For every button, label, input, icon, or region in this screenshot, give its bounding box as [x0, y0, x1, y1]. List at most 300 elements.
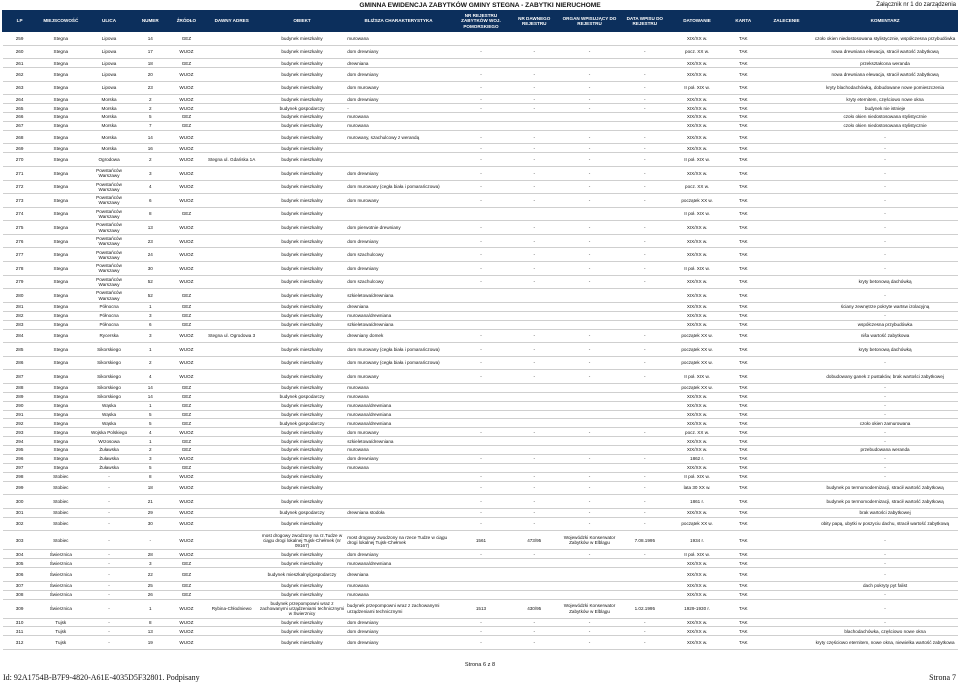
table-cell: - — [511, 517, 557, 531]
table-cell: budynek mieszkalny — [258, 130, 346, 144]
table-cell: kryty częściowo eternitem, nowe okna, niewielka wartość zabytkowa — [813, 636, 958, 650]
table-cell: 18 — [133, 59, 167, 68]
table-cell: - — [451, 221, 511, 235]
table-cell: - — [813, 618, 958, 627]
table-cell: - — [622, 275, 668, 289]
table-cell — [451, 113, 511, 122]
table-cell — [760, 428, 812, 437]
table-cell: - — [451, 68, 511, 82]
table-cell: XIX/XX w. — [668, 104, 726, 113]
table-cell: Stegna — [37, 121, 85, 130]
table-cell: Lipowa — [85, 68, 133, 82]
table-cell: budynek mieszkalny — [258, 121, 346, 130]
table-cell: Powstańców Warszawy — [85, 221, 133, 235]
table-cell: - — [622, 618, 668, 627]
table-cell: 17 — [133, 45, 167, 59]
table-cell: 21 — [133, 495, 167, 509]
table-cell: XIX/XX w. — [668, 437, 726, 446]
table-cell: murowana — [346, 32, 451, 46]
table-cell: - — [813, 410, 958, 419]
table-cell: GEZ — [167, 463, 205, 472]
table-cell: GEZ — [167, 581, 205, 590]
table-row — [3, 153, 958, 167]
table-cell: budynek mieszkalny — [258, 59, 346, 68]
table-row — [3, 221, 958, 235]
table-cell — [206, 455, 258, 464]
table-cell — [206, 463, 258, 472]
table-cell — [760, 356, 812, 370]
table-cell: - — [85, 599, 133, 618]
table-cell: WUOZ — [167, 455, 205, 464]
table-cell: początek XX w. — [668, 517, 726, 531]
table-cell: początek XX w. — [668, 329, 726, 343]
table-row — [3, 311, 958, 320]
table-cell — [760, 455, 812, 464]
table-cell: GEZ — [167, 121, 205, 130]
table-cell — [451, 121, 511, 130]
table-cell — [622, 289, 668, 303]
column-header: KOMENTARZ — [813, 11, 958, 32]
table-cell: - — [451, 627, 511, 636]
table-cell: - — [85, 495, 133, 509]
table-cell: Powstańców Warszawy — [85, 275, 133, 289]
table-cell: 285 — [3, 343, 37, 357]
table-cell: Tujsk — [37, 627, 85, 636]
table-cell: - — [622, 517, 668, 531]
column-header: ŹRÓDŁO — [167, 11, 205, 32]
table-cell: - — [813, 248, 958, 262]
table-cell — [622, 437, 668, 446]
table-cell — [511, 568, 557, 582]
table-row — [3, 248, 958, 262]
table-cell: - — [511, 81, 557, 95]
table-cell: GEZ — [167, 568, 205, 582]
table-cell: TAK — [726, 144, 760, 153]
table-cell: dom murowany — [346, 428, 451, 437]
table-cell: - — [451, 428, 511, 437]
table-cell — [511, 392, 557, 401]
table-cell: GEZ — [167, 320, 205, 329]
table-cell: Stegna — [37, 302, 85, 311]
table-cell — [511, 289, 557, 303]
table-cell: - — [557, 68, 621, 82]
table-cell: Wojska Polskiego — [85, 428, 133, 437]
table-cell: Stegna — [37, 68, 85, 82]
table-cell — [760, 559, 812, 568]
table-cell: - — [511, 275, 557, 289]
table-cell: TAK — [726, 455, 760, 464]
table-cell: TAK — [726, 275, 760, 289]
table-cell: budynek mieszkalny — [258, 32, 346, 46]
table-cell — [206, 144, 258, 153]
table-cell: 269 — [3, 144, 37, 153]
table-cell: Stegna — [37, 194, 85, 208]
table-cell: - — [451, 618, 511, 627]
table-cell — [206, 289, 258, 303]
table-cell — [760, 45, 812, 59]
table-cell: - — [511, 356, 557, 370]
table-cell: WUOZ — [167, 194, 205, 208]
table-cell: 284 — [3, 329, 37, 343]
table-cell: budynek nie istnieje — [813, 104, 958, 113]
table-cell — [206, 194, 258, 208]
table-row — [3, 472, 958, 481]
table-cell: 14 — [133, 392, 167, 401]
table-cell: Stegna — [37, 343, 85, 357]
table-cell — [206, 45, 258, 59]
table-cell: 5 — [133, 410, 167, 419]
table-cell: - — [85, 559, 133, 568]
table-cell — [622, 463, 668, 472]
table-row — [3, 463, 958, 472]
table-cell: obity papą, ubytki w poszyciu dachu, stracił wartość zabytkową — [813, 517, 958, 531]
table-cell — [511, 559, 557, 568]
table-cell: XIX/XX w. — [668, 289, 726, 303]
table-cell: budynek przepompowni wraz z zachowanymi urządzeniami technicznymi w Świerznicy — [258, 599, 346, 618]
table-row — [3, 104, 958, 113]
table-cell: budynek po termomodernizacji, stracił wartość zabytkową — [813, 495, 958, 509]
table-row — [3, 495, 958, 509]
table-cell: współczesna przybudówka — [813, 320, 958, 329]
table-cell: murowana — [346, 463, 451, 472]
table-cell: Stegna — [37, 311, 85, 320]
table-cell: budynek mieszkalny — [258, 463, 346, 472]
table-cell: XIX/XX w. — [668, 302, 726, 311]
table-cell: Powstańców Warszawy — [85, 180, 133, 194]
table-cell: TAK — [726, 194, 760, 208]
table-cell: TAK — [726, 446, 760, 455]
table-cell: kryty blachodachówką, dobudowane nowe pomieszczenia — [813, 81, 958, 95]
table-cell: kryty betonową dachówką — [813, 275, 958, 289]
table-cell: 297 — [3, 463, 37, 472]
table-cell: murowana/drewniana — [346, 410, 451, 419]
table-row — [3, 599, 958, 618]
table-cell — [557, 207, 621, 221]
table-cell: GEZ — [167, 32, 205, 46]
table-cell: XIX/XX w. — [668, 590, 726, 599]
table-cell — [206, 437, 258, 446]
table-cell — [760, 343, 812, 357]
column-header: DATOWANIE — [668, 11, 726, 32]
table-cell: Wojewódzki Konserwator Zabytków w Elblągu — [557, 599, 621, 618]
table-cell: 5 — [133, 113, 167, 122]
table-cell: 275 — [3, 221, 37, 235]
table-cell: XIX/XX w. — [668, 144, 726, 153]
table-row — [3, 627, 958, 636]
table-cell: 22 — [133, 568, 167, 582]
table-cell: XIX/XX w. — [668, 463, 726, 472]
table-cell: - — [622, 495, 668, 509]
table-cell: Stegna — [37, 130, 85, 144]
table-row — [3, 95, 958, 104]
table-cell: - — [511, 472, 557, 481]
table-cell: Świerznica — [37, 550, 85, 559]
table-cell: - — [622, 262, 668, 276]
table-cell: budynek mieszkalny — [258, 302, 346, 311]
table-cell: XIX/XX w. — [668, 559, 726, 568]
table-cell: 289 — [3, 392, 37, 401]
table-cell: budynek po termomodernizacji, stracił wartość zabytkową — [813, 481, 958, 495]
table-cell: II poł. XIX w. — [668, 262, 726, 276]
table-cell: 272 — [3, 180, 37, 194]
table-cell — [206, 590, 258, 599]
table-cell: 305 — [3, 559, 37, 568]
table-cell: 300 — [3, 495, 37, 509]
table-row — [3, 275, 958, 289]
table-cell — [557, 446, 621, 455]
table-cell: GEZ — [167, 289, 205, 303]
table-cell: GEZ — [167, 446, 205, 455]
table-cell: TAK — [726, 104, 760, 113]
table-cell — [511, 207, 557, 221]
table-cell: budynek mieszkalny — [258, 383, 346, 392]
table-cell: - — [622, 508, 668, 517]
table-cell: dom drewniany — [346, 68, 451, 82]
table-cell: WUOZ — [167, 343, 205, 357]
table-cell: 29 — [133, 508, 167, 517]
table-cell — [557, 392, 621, 401]
table-cell: budynek mieszkalny/gospodarczy — [258, 568, 346, 582]
table-cell — [451, 410, 511, 419]
table-cell — [451, 446, 511, 455]
table-cell: WUOZ — [167, 262, 205, 276]
table-cell: - — [85, 517, 133, 531]
table-cell: początek XX w. — [668, 383, 726, 392]
table-cell: dom drewniany — [346, 95, 451, 104]
table-cell: blachodachówka, częściowo nowe okna — [813, 627, 958, 636]
table-cell: dom murowany — [346, 81, 451, 95]
table-cell: 30 — [133, 517, 167, 531]
table-cell: początek XX w. — [668, 356, 726, 370]
table-cell — [557, 121, 621, 130]
table-cell: 14 — [133, 383, 167, 392]
table-cell: budynek mieszkalny — [258, 207, 346, 221]
table-cell: 270 — [3, 153, 37, 167]
table-row — [3, 392, 958, 401]
table-cell: 295 — [3, 446, 37, 455]
table-cell — [206, 68, 258, 82]
table-cell: Rybina-Chłodniewo — [206, 599, 258, 618]
table-cell — [622, 121, 668, 130]
table-cell: drewniana — [346, 302, 451, 311]
table-cell: budynek mieszkalny — [258, 81, 346, 95]
table-cell: dom drewniany — [346, 45, 451, 59]
table-cell: - — [622, 144, 668, 153]
table-cell: Powstańców Warszawy — [85, 248, 133, 262]
table-cell: dom drewniany — [346, 550, 451, 559]
table-cell: dom pierwotnie drewniany — [346, 221, 451, 235]
table-cell: murowana — [346, 392, 451, 401]
table-cell: Żuławska — [85, 463, 133, 472]
table-cell: TAK — [726, 59, 760, 68]
table-cell: Stegna — [37, 419, 85, 428]
table-cell: XIX/XX w. — [668, 311, 726, 320]
table-cell: murowana/drewniana — [346, 559, 451, 568]
table-cell — [760, 320, 812, 329]
table-cell: - — [511, 221, 557, 235]
table-cell — [511, 311, 557, 320]
column-header: BLIŻSZA CHARAKTERYSTYKA — [346, 11, 451, 32]
table-cell — [206, 559, 258, 568]
table-cell — [206, 302, 258, 311]
table-cell — [451, 581, 511, 590]
table-cell: budynek mieszkalny — [258, 401, 346, 410]
table-cell — [760, 130, 812, 144]
table-cell: 5 — [133, 463, 167, 472]
table-cell — [511, 446, 557, 455]
table-cell — [760, 81, 812, 95]
table-cell — [451, 401, 511, 410]
table-cell: Stegna — [37, 289, 85, 303]
table-cell: GEZ — [167, 383, 205, 392]
table-cell: - — [451, 95, 511, 104]
table-cell: Północna — [85, 311, 133, 320]
table-cell: - — [557, 428, 621, 437]
table-cell: - — [813, 194, 958, 208]
table-cell: - — [451, 153, 511, 167]
table-cell: - — [85, 581, 133, 590]
table-cell: - — [622, 95, 668, 104]
table-cell: - — [511, 627, 557, 636]
table-cell: - — [622, 180, 668, 194]
table-cell — [206, 275, 258, 289]
table-cell: budynek mieszkalny — [258, 221, 346, 235]
table-cell — [622, 320, 668, 329]
table-row — [3, 581, 958, 590]
table-cell: WUOZ — [167, 68, 205, 82]
table-cell — [622, 383, 668, 392]
table-cell: Wojewódzki Konserwator Zabytków w Elblągu — [557, 531, 621, 550]
table-row — [3, 455, 958, 464]
table-cell: - — [557, 153, 621, 167]
table-cell: TAK — [726, 392, 760, 401]
table-cell — [511, 419, 557, 428]
table-cell: budynek mieszkalny — [258, 581, 346, 590]
table-cell: dom murowany — [346, 194, 451, 208]
table-cell: budynek mieszkalny — [258, 370, 346, 384]
table-cell: - — [622, 248, 668, 262]
table-cell — [511, 121, 557, 130]
table-cell — [622, 32, 668, 46]
table-cell: szkieletowa/drewniana — [346, 320, 451, 329]
table-cell — [511, 113, 557, 122]
table-cell: Północna — [85, 302, 133, 311]
table-cell: Stegna — [37, 95, 85, 104]
table-cell: - — [511, 636, 557, 650]
table-cell: szkieletowa/drewniana — [346, 437, 451, 446]
table-cell: - — [622, 194, 668, 208]
table-cell: - — [622, 343, 668, 357]
table-cell: Sikorskiego — [85, 356, 133, 370]
table-cell: TAK — [726, 302, 760, 311]
table-cell: - — [85, 636, 133, 650]
table-cell: XIX/XX w. — [668, 627, 726, 636]
table-row — [3, 59, 958, 68]
table-cell: - — [557, 166, 621, 180]
table-cell: TAK — [726, 320, 760, 329]
table-cell — [760, 275, 812, 289]
table-cell: dom szachulcowy — [346, 275, 451, 289]
table-cell: 4 — [133, 370, 167, 384]
table-cell — [206, 32, 258, 46]
table-cell: - — [557, 517, 621, 531]
table-cell: 3 — [133, 329, 167, 343]
table-cell: - — [557, 370, 621, 384]
table-cell: 303 — [3, 531, 37, 550]
table-cell: - — [451, 81, 511, 95]
column-header: LP — [3, 11, 37, 32]
table-cell: 25 — [133, 581, 167, 590]
table-cell — [557, 59, 621, 68]
table-cell: - — [622, 130, 668, 144]
table-cell: - — [813, 401, 958, 410]
table-row — [3, 289, 958, 303]
table-row — [3, 320, 958, 329]
table-cell: - — [813, 472, 958, 481]
table-cell — [206, 428, 258, 437]
table-cell: 3 — [133, 455, 167, 464]
table-cell: 307 — [3, 581, 37, 590]
table-cell — [760, 599, 812, 618]
table-cell — [760, 495, 812, 509]
table-cell: Morska — [85, 113, 133, 122]
table-cell: 309 — [3, 599, 37, 618]
table-row — [3, 121, 958, 130]
table-cell — [760, 531, 812, 550]
table-cell: 271 — [3, 166, 37, 180]
table-cell: 13 — [133, 627, 167, 636]
table-cell — [760, 618, 812, 627]
table-cell: TAK — [726, 559, 760, 568]
table-cell: kryty betonową dachówką — [813, 343, 958, 357]
table-cell: budynek mieszkalny — [258, 627, 346, 636]
table-cell: Stobiec — [37, 517, 85, 531]
table-cell: - — [813, 531, 958, 550]
table-cell: WUOZ — [167, 508, 205, 517]
table-cell: - — [557, 472, 621, 481]
table-cell — [206, 104, 258, 113]
table-cell — [760, 194, 812, 208]
table-cell: Stobiec — [37, 531, 85, 550]
table-cell: czoło okien niedostosowana stylistycznie — [813, 121, 958, 130]
table-cell: 7 — [133, 121, 167, 130]
table-cell — [622, 410, 668, 419]
table-cell: 23 — [133, 81, 167, 95]
table-cell: drewniany domek — [346, 329, 451, 343]
table-cell: 3 — [133, 311, 167, 320]
table-cell: budynek mieszkalny — [258, 343, 346, 357]
table-cell — [557, 590, 621, 599]
table-cell: czoło okien zamurowana — [813, 419, 958, 428]
table-cell: Stegna — [37, 248, 85, 262]
table-cell — [760, 153, 812, 167]
table-cell — [622, 559, 668, 568]
table-cell: - — [622, 481, 668, 495]
table-cell: 1.02.1995 — [622, 599, 668, 618]
table-cell: - — [813, 590, 958, 599]
table-cell: Stegna — [37, 45, 85, 59]
document-signature-id: Id: 92A1754B-B7F9-4820-A61E-4035D5F32801. Podpisany — [3, 673, 200, 682]
table-cell: - — [813, 180, 958, 194]
table-cell — [622, 419, 668, 428]
table-cell: - — [451, 481, 511, 495]
table-cell: WUOZ — [167, 531, 205, 550]
table-cell: WUOZ — [167, 275, 205, 289]
table-cell: Stegna — [37, 463, 85, 472]
table-cell: XIX/XX w. — [668, 320, 726, 329]
table-cell — [557, 302, 621, 311]
table-row — [3, 410, 958, 419]
